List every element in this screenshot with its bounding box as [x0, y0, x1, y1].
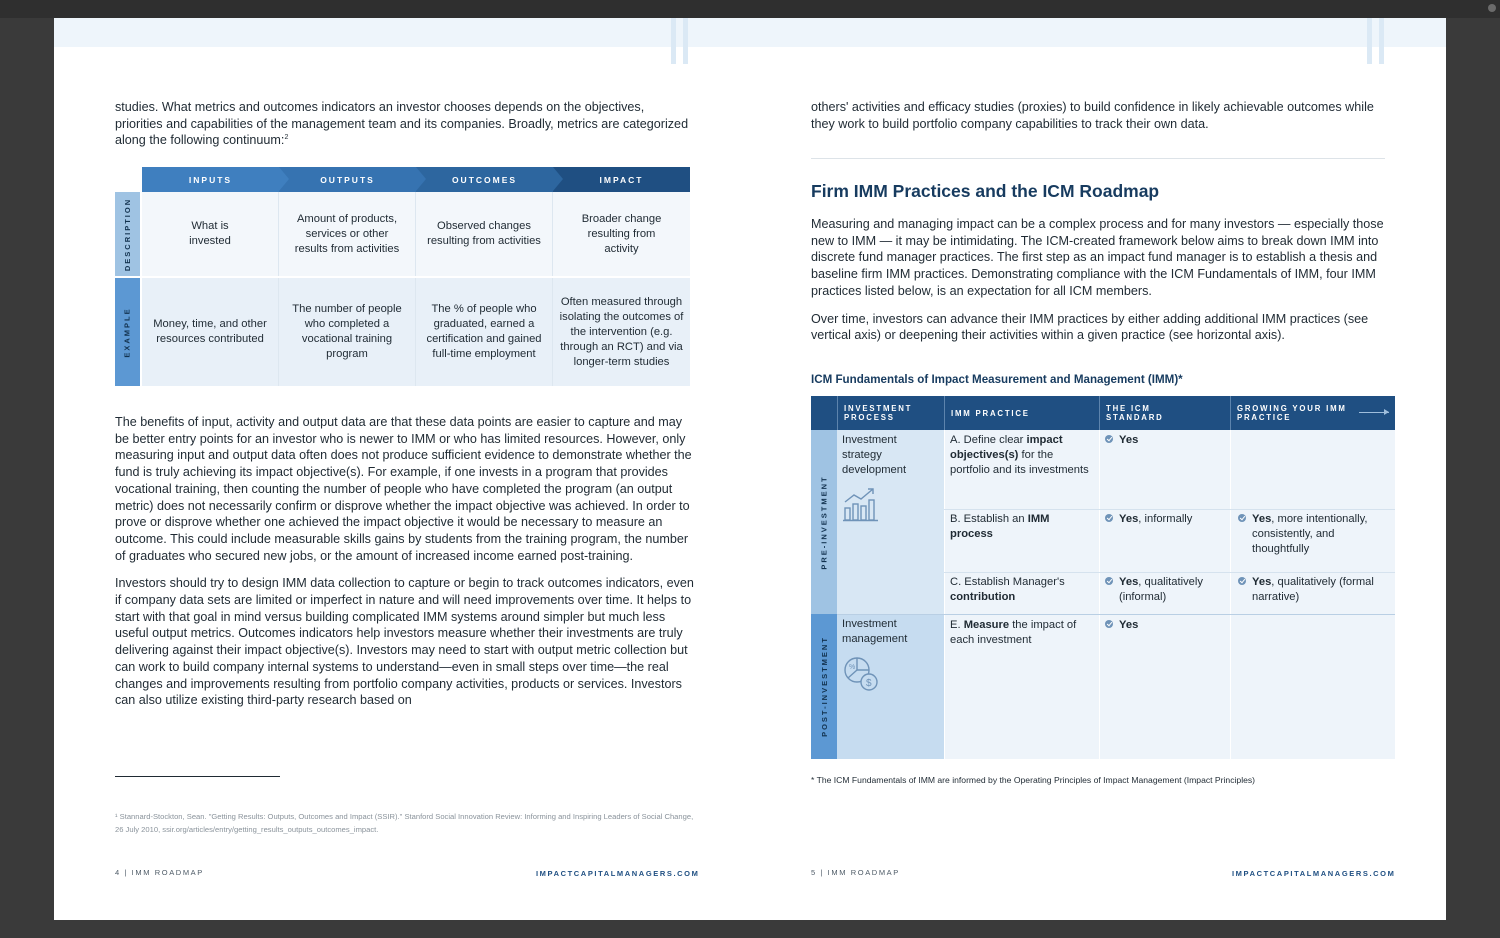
process-label: Investment strategy development: [842, 434, 907, 476]
document-spread: [54, 18, 1446, 920]
check-icon: [1105, 620, 1113, 628]
practice-a: A. Define clear impact objectives(s) for the portfolio and its investments: [950, 434, 1089, 476]
practice-c: C. Establish Manager's contribution: [950, 576, 1065, 603]
description-row: [142, 192, 690, 276]
header-spacer: [811, 396, 837, 430]
check-icon: [1105, 514, 1113, 522]
standard-e: Yes: [1099, 615, 1230, 636]
growing-c: Yes, qualitatively (formal narrative): [1230, 572, 1390, 608]
header-icm-standard: THE ICM STANDARD: [1099, 396, 1230, 430]
page-4: [54, 18, 750, 920]
check-icon: [1238, 514, 1246, 522]
footnote: ¹ Stannard-Stockton, Sean. "Getting Results: Outputs, Outcomes and Impact (SSIR)." Stanford Social Innovation Review: Informing and Inspiring Leaders of Social Change, 26 July 2010, ssir.org/articles/entry/getting_results_outputs_outcomes_impact.: [115, 812, 694, 834]
practice-b: B. Establish an IMM process: [950, 513, 1050, 540]
standard-c: Yes, qualitatively (informal): [1099, 572, 1230, 608]
table-cell: Broader change resulting from activity: [581, 212, 662, 255]
process-management: [837, 614, 944, 759]
header-growing-practice: GROWING YOUR IMM PRACTICE: [1230, 396, 1395, 430]
section-divider: [811, 158, 1385, 159]
svg-text:$: $: [866, 678, 872, 689]
site-link[interactable]: IMPACTCAPITALMANAGERS.COM: [1232, 869, 1396, 878]
continuum-header: [142, 167, 690, 192]
table-cell: Observed changes resulting from activities: [416, 192, 553, 276]
page-5: [750, 18, 1446, 920]
header-inputs: INPUTS: [142, 167, 279, 192]
window-dot-icon[interactable]: [1488, 4, 1496, 12]
intro-paragraph: others' activities and efficacy studies (proxies) to build confidence in likely achievable outcomes while they work to build portfolio company capabilities to track their own data.: [811, 100, 1374, 131]
section-heading: Firm IMM Practices and the ICM Roadmap: [811, 181, 1160, 201]
site-link[interactable]: IMPACTCAPITALMANAGERS.COM: [536, 869, 700, 878]
paragraph: Measuring and managing impact can be a complex process and for many investors — especially those new to IMM — it may be intimidating. The ICM-created framework below aims to break down IMM into discrete fund manager practices. The first step as an impact fund manager is to establish a thesis and baseline firm IMM practices. Demonstrating compliance with the ICM Fundamentals of IMM, four IMM practices listed below, is an expectation for all ICM members.: [811, 217, 1384, 298]
paragraph: Investors should try to design IMM data collection to capture or begin to track outcomes indicators, even if company data sets are limited or imperfect in nature and will need improvements over time. It helps to start with that goal in mind versus building complicated IMM systems around simpler but much less useful output metrics. Outcomes indicators help investors measure whether their investments are truly delivering against their impact objective(s). Investors may need to start with output metric collection but can work to build company internal systems to understand—even in small steps over time—the real changes and improvements resulting from portfolio company activities, products or services. Investors can also utilize existing third-party research based on: [115, 576, 694, 708]
header-imm-practice: IMM PRACTICE: [944, 396, 1099, 430]
page-folio: 4 | IMM ROADMAP: [115, 868, 204, 877]
paragraph: The benefits of input, activity and output data are that these data points are easier to capture and may be better entry points for an investor who is newer to IMM or who has limited resources. However, only measuring input and output data often does not produce sufficient evidence to demonstrate whether the fund is truly achieving its impact objective(s). For example, if one invests in a program that provides vocational training, then counting the number of people who have completed the program (an output metric) does not necessarily confirm or disprove whether the impact objective was achieved. In order to prove or disprove whether one achieved the impact objective it would be necessary to measure an outcome. This could include measurable skills gains by students from the training program, the number of graduates who secured new jobs, or the amount of increased income earned post-training.: [115, 415, 692, 563]
table-cell: Money, time, and other resources contributed: [142, 278, 279, 386]
table-cell: Often measured through isolating the outcomes of the intervention (e.g. through an RCT) and via longer-term studies: [559, 295, 684, 368]
table-cell: The % of people who graduated, earned a certification and gained full-time employment: [416, 278, 553, 386]
imm-table: [811, 396, 1395, 759]
intro-paragraph: studies. What metrics and outcomes indicators an investor chooses depends on the objectives, priorities and capabilities of the management team and its companies. Broadly, metrics are categorized along the following continuum:$^2$: [115, 100, 689, 148]
table-note: * The ICM Fundamentals of IMM are informed by the Operating Principles of Impact Management (Impact Principles): [811, 775, 1256, 785]
header-impact: IMPACT: [553, 167, 690, 192]
pie-chart-dollar-icon: [842, 655, 880, 693]
table-cell: Amount of products, services or other results from activities: [279, 192, 416, 276]
row-label-example: EXAMPLE: [115, 278, 140, 386]
process-label: Investment management: [842, 618, 908, 645]
footnote-ref[interactable]: 2: [284, 134, 289, 142]
header-outcomes: OUTCOMES: [416, 167, 553, 192]
row-label-description: DESCRIPTION: [115, 192, 140, 276]
paragraph: Over time, investors can advance their IMM practices by either adding additional IMM practices (see vertical axis) or deepening their activities within a given practice (see horizontal axis).: [811, 311, 1369, 343]
viewer-top-bar: [0, 0, 1500, 18]
body-column: [115, 414, 695, 720]
growth-chart-icon: [842, 486, 880, 522]
example-row: [142, 278, 690, 386]
svg-text:%: %: [849, 664, 856, 671]
process-strategy: [837, 430, 944, 614]
body-column: [811, 216, 1391, 355]
table-title: ICM Fundamentals of Impact Measurement and Management (IMM)*: [811, 373, 1183, 386]
page-folio: 5 | IMM ROADMAP: [811, 868, 900, 877]
growing-b: Yes, more intentionally, consistently, and thoughtfully: [1230, 509, 1390, 560]
phase-pre-investment: PRE-INVESTMENT: [811, 430, 837, 614]
arrow-right-icon: [1359, 412, 1389, 413]
table-cell: What is invested: [142, 192, 279, 276]
standard-a: Yes: [1099, 430, 1230, 451]
table-cell: The number of people who completed a vocational training program: [279, 278, 416, 386]
imm-table-header: [811, 396, 1395, 430]
check-icon: [1238, 577, 1246, 585]
check-icon: [1105, 577, 1113, 585]
standard-b: Yes, informally: [1099, 509, 1230, 530]
header-investment-process: INVESTMENT PROCESS: [837, 396, 944, 430]
phase-post-investment: POST-INVESTMENT: [811, 614, 837, 759]
check-icon: [1105, 435, 1113, 443]
practice-e: E. Measure the impact of each investment: [950, 619, 1077, 646]
header-outputs: OUTPUTS: [279, 167, 416, 192]
footnote-divider: [115, 776, 280, 777]
